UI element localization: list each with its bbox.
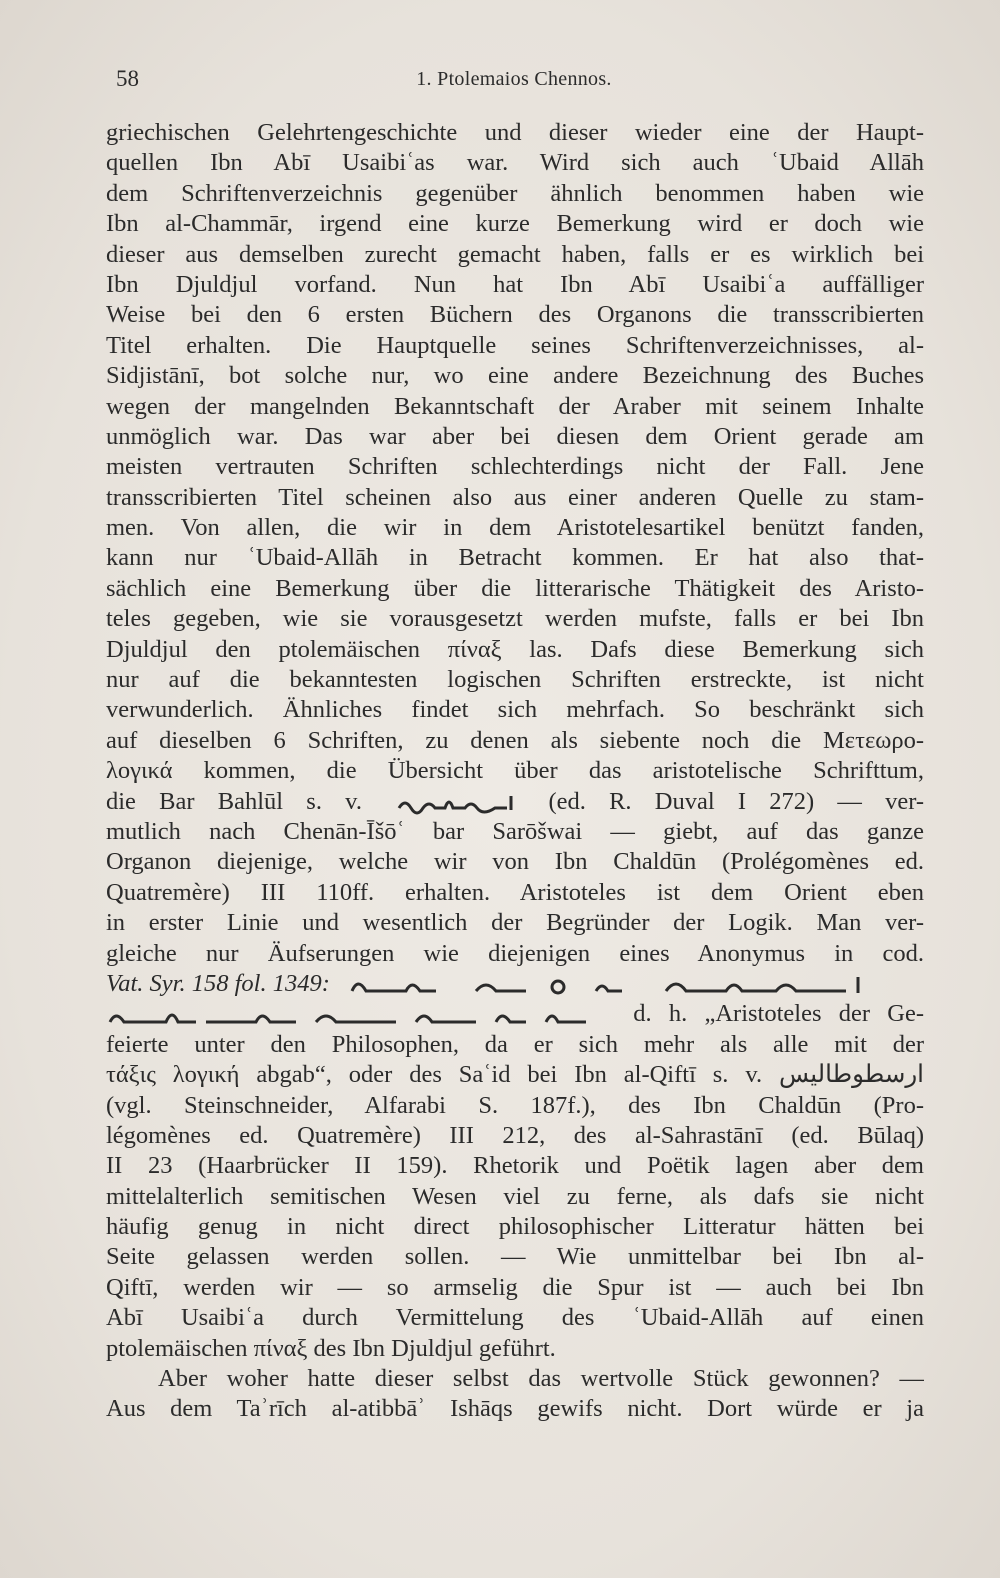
text-line: Titel erhalten. Die Hauptquelle seines Schriftenverzeichnisses, al- (106, 331, 924, 359)
text-line: auf dieselben 6 Schriften, zu denen als siebente noch die Μετεωρο- (106, 726, 924, 754)
text-line: Weise bei den 6 ersten Büchern des Organons die transscribierten (106, 301, 924, 329)
text-line: Aber woher hatte dieser selbst das wertvolle Stück gewonnen? — (158, 1365, 924, 1393)
text-line: griechischen Gelehrtengeschichte und dieser wieder eine der Haupt- (106, 119, 924, 146)
text-line: Qiftī, werden wir — so armselig die Spur ist — auch bei Ibn (106, 1273, 924, 1301)
page-header (106, 66, 922, 100)
text-line: die Bar Bahlūl s. v. (ed. R. Duval I 272) — ver- (106, 787, 924, 815)
text-line: Aus dem Taʾrīch al-atibbāʾ Ishāqs gewifs nicht. Dort würde er ja (106, 1395, 924, 1423)
text-line: quellen Ibn Abī Usaibiʿas war. Wird sich auch ʿUbaid Allāh (106, 149, 924, 177)
text-line: Quatremère) III 110ff. erhalten. Aristoteles ist dem Orient eben (106, 878, 924, 906)
text-line: men. Von allen, die wir in dem Aristotelesartikel benützt fanden, (106, 514, 924, 542)
text-line: Organon diejenige, welche wir von Ibn Chaldūn (Prolégomènes ed. (106, 848, 924, 876)
text-line: nur auf die bekanntesten logischen Schriften erstreckte, ist nicht (106, 666, 924, 694)
text-line: dieser aus demselben zurecht gemacht haben, falls er es wirklich bei (106, 240, 924, 268)
syriac-quotation-image-continued (106, 1002, 606, 1030)
text-line: teles gegeben, wie sie vorausgesetzt werden mufste, falls er bei Ibn (106, 605, 924, 633)
text-line: Vat. Syr. 158 fol. 1349: (106, 969, 924, 999)
text-line: τάξις λογική abgab“, oder des Saʿid bei Ibn al-Qiftī s. v. ارسطوطاليس (106, 1061, 924, 1089)
text-line: ptolemäischen πίναξ des Ibn Djuldjul geführt. (106, 1334, 556, 1362)
text-line: sächlich eine Bemerkung über die litterarische Thätigkeit des Aristo- (106, 574, 924, 602)
text-line: λογικά kommen, die Übersicht über das aristotelische Schrifttum, (106, 757, 924, 785)
text-line: légomènes ed. Quatremère) III 212, des al-Sahrastānī (ed. Būlaq) (106, 1121, 924, 1149)
text-line: Seite gelassen werden sollen. — Wie unmittelbar bei Ibn al- (106, 1243, 924, 1271)
text-line: Djuldjul den ptolemäischen πίναξ las. Dafs diese Bemerkung sich (106, 635, 924, 663)
text-line: Abī Usaibiʿa durch Vermittelung des ʿUbaid-Allāh auf einen (106, 1304, 924, 1332)
text-line: wegen der mangelnden Bekanntschaft der Araber mit seinem Inhalte (106, 392, 924, 420)
text-line: verwunderlich. Ähnliches findet sich mehrfach. So beschränkt sich (106, 696, 924, 724)
text-line: in erster Linie und wesentlich der Begründer der Logik. Man ver- (106, 909, 924, 937)
text-line: d. h. „Aristoteles der Ge- (106, 999, 924, 1029)
text-line: unmöglich war. Das war aber bei diesen dem Orient gerade am (106, 422, 924, 450)
text-line: (vgl. Steinschneider, Alfarabi S. 187f.), des Ibn Chaldūn (Pro- (106, 1091, 924, 1119)
running-head: 1. Ptolemaios Chennos. (416, 68, 612, 90)
text-line: kann nur ʿUbaid-Allāh in Betracht kommen. Er hat also that- (106, 544, 924, 572)
text-line: mittelalterlich semitischen Wesen viel zu ferne, als dafs sie nicht (106, 1182, 924, 1210)
text-line: häufig genug in nicht direct philosophischer Litteratur hätten bei (106, 1213, 924, 1241)
text-line: dem Schriftenverzeichnis gegenüber ähnlich benommen haben wie (106, 179, 924, 207)
body-text (106, 118, 924, 1425)
syriac-quotation-image (346, 971, 866, 999)
text-line: mutlich nach Chenān-Īšōʿ bar Sarōšwai — giebt, auf das ganze (106, 817, 924, 845)
text-line: II 23 (Haarbrücker II 159). Rhetorik und Poëtik lagen aber dem (106, 1152, 924, 1180)
text-line: feierte unter den Philosophen, da er sich mehr als alle mit der (106, 1030, 924, 1058)
text-line: meisten vertrauten Schriften schlechterdings nicht der Fall. Jene (106, 453, 924, 481)
text-line: gleiche nur Äufserungen wie diejenigen eines Anonymus in cod. (106, 939, 924, 967)
text-line: Ibn Djuldjul vorfand. Nun hat Ibn Abī Usaibiʿa auffälliger (106, 270, 924, 298)
text-line: Ibn al-Chammār, irgend eine kurze Bemerkung wird er doch wie (106, 210, 924, 238)
page-number: 58 (116, 66, 139, 91)
text-line: transscribierten Titel scheinen also aus einer anderen Quelle zu stam- (106, 483, 924, 511)
syriac-word-image (395, 790, 515, 816)
text-line: Sidjistānī, bot solche nur, wo eine andere Bezeichnung des Buches (106, 362, 924, 390)
